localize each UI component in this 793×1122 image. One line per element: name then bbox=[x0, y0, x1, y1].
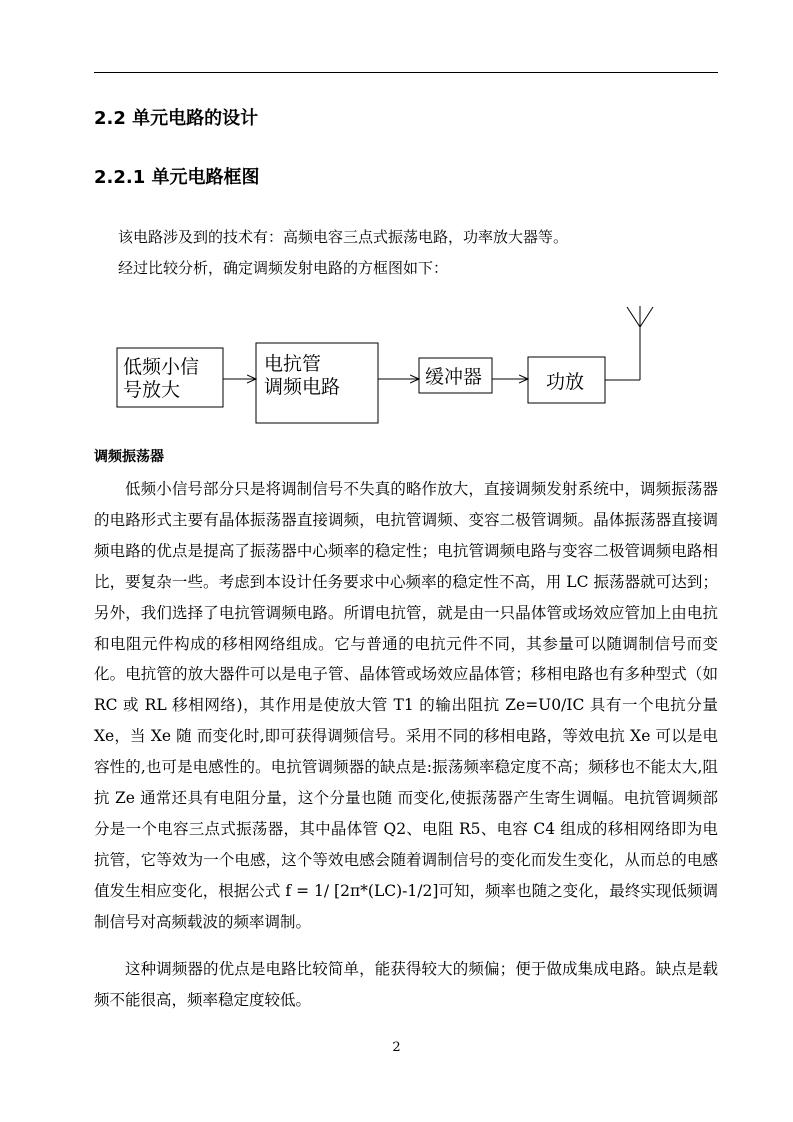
intro-line-1: 该电路涉及到的技术有：高频电容三点式振荡电路，功率放大器等。 bbox=[118, 228, 569, 246]
block-diagram bbox=[0, 300, 793, 430]
oscillator-paragraph-1: 低频小信号部分只是将调制信号不失真的略作放大，直接调频发射系统中，调频振荡器的电路形式主要有晶体振荡器直接调频，电抗管调频、变容二极管调频。晶体振荡器直接调频电路的优点是提高了振荡器中心频率的稳定性；电抗管调频电路与变容二极管调频电路相比，要复杂一些。考虑到本设计任务要求中心频率的稳定性不高，用 LC 振荡器就可达到； 另外，我们选择了电抗管调频电路。所谓电抗管，就是由一只晶体管或场效应管加上由电抗和电阻元件构成的移相网络组成。它与普通的电抗元件不同，其参量可以随调制信号而变化。电抗管的放大器件可以是电子管、晶体管或场效应晶体管；移相电路也有多种型式（如 RC 或 RL 移相网络)，其作用是使放大管 T1 的输出阻抗 Ze=U0/IC 具有一个电抗分量 Xe，当 Xe 随 而变化时,即可获得调频信号。采用不同的移相电路，等效电抗 Xe 可以是电容性的,也可是电感性的。电抗管调频器的缺点是:振荡频率稳定度不高；频移也不能太大,阻抗 Ze 通常还具有电阻分量，这个分量也随 而变化,使振荡器产生寄生调幅。电抗管调频部分是一个电容三点式振荡器，其中晶体管 Q2、电阻 R5、电容 C4 组成的移相网络即为电抗管，它等效为一个电感，这个等效电感会随着调制信号的变化而发生变化，从而总的电感值发生相应变化，根据公式 f = 1/ [2π*(LC)-1/2]可知，频率也随之变化，最终实现低频调制信号对高频载波的频率调制。 bbox=[94, 480, 718, 931]
header-rule bbox=[94, 72, 718, 73]
section-heading: 2.2 单元电路的设计 bbox=[94, 108, 259, 129]
intro-line-2: 经过比较分析，确定调频发射电路的方框图如下： bbox=[118, 259, 449, 277]
block-power-amp-label: 功放 bbox=[546, 371, 585, 393]
block-audio-amp-label-1: 低频小信 bbox=[123, 356, 200, 378]
block-reactance-fm-label-2: 调频电路 bbox=[264, 376, 341, 398]
oscillator-paragraph-2: 这种调频器的优点是电路比较简单，能获得较大的频偏；便于做成集成电路。缺点是载频不能很高，频率稳定度较低。 bbox=[94, 960, 718, 1009]
subsection-heading: 2.2.1 单元电路框图 bbox=[94, 167, 260, 188]
block-buffer-label: 缓冲器 bbox=[425, 366, 483, 388]
block-audio-amp-label-2: 号放大 bbox=[123, 379, 181, 401]
oscillator-title: 调频振荡器 bbox=[94, 449, 164, 465]
page-number: 2 bbox=[392, 1040, 401, 1055]
block-reactance-fm-label-1: 电抗管 bbox=[264, 353, 322, 375]
